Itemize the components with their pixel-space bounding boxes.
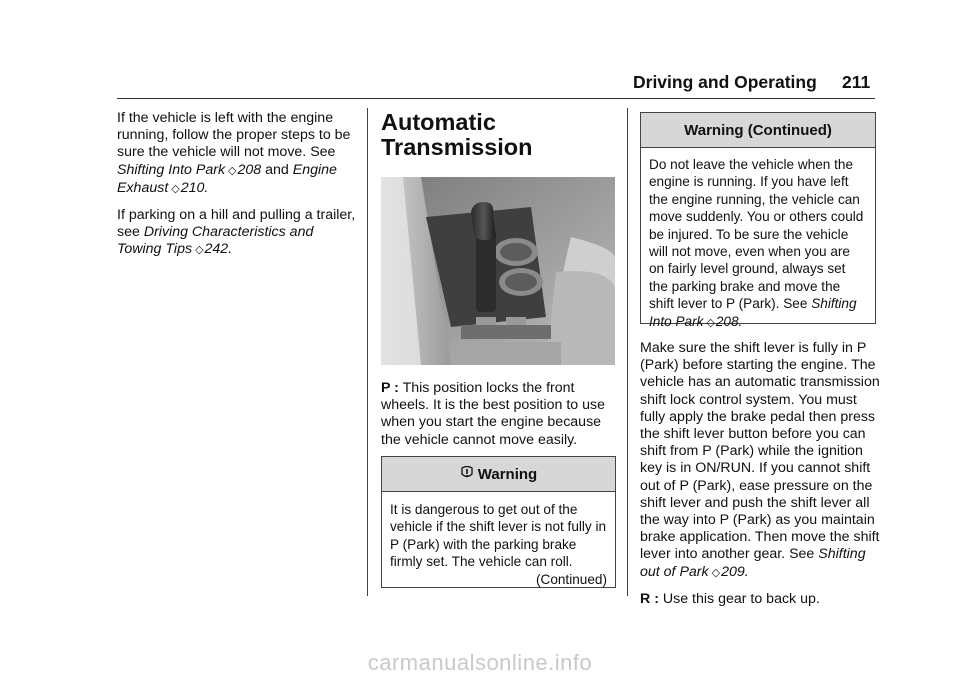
warning-continued-body: Do not leave the vehicle when the engine is running. If you have left the engine running, the vehicle can move suddenly. You or others could be injured. To be sure the vehicle will not move, even when you are on fairly level ground, always set the parking brake and move the shift lever to P (Park). See Shifting Into Park ◇208. bbox=[649, 157, 864, 329]
xref-link[interactable]: Shifting Into Park bbox=[649, 296, 857, 329]
watermark: carmanualsonline.info bbox=[367, 650, 593, 675]
section-heading: Automatic Transmission bbox=[381, 109, 533, 160]
warning-body: It is dangerous to get out of the vehicle if the shift lever is not fully in P (Park) with the parking brake firmly set. The vehicle can roll. (Continued) bbox=[390, 502, 607, 587]
xref-link[interactable]: Engine Exhaust bbox=[117, 161, 337, 196]
shift-lever-photo bbox=[381, 177, 615, 365]
xref-link[interactable]: Driving Characteristics and Towing Tips bbox=[117, 224, 314, 258]
header-divider bbox=[117, 98, 875, 99]
gear-label-r: R : bbox=[640, 590, 659, 607]
paragraph-shift-lock: Make sure the shift lever is fully in P (Park) before starting the engine. The vehicle has an automatic transmission shift lock control system. You must fully apply the brake pedal then press the shift lever button before you can shift from P (Park) while the ignition key is in ON/RUN. If you cannot shift out of P (Park), ease pressure on the shift lever and push the shift lever all the way into P (Park) as you maintain brake application. Then move the shift lever into another gear. See Shifting out of Park ◇209. bbox=[640, 340, 880, 580]
column-divider-left bbox=[367, 108, 368, 596]
warning-header: Warning bbox=[382, 457, 615, 492]
warning-continued-box bbox=[640, 112, 876, 329]
paragraph-parked-running: If the vehicle is left with the engine running, follow the proper steps to be sure the vehicle will not move. See Shifting Into Park ◇208 and Engine Exhaust ◇210. bbox=[117, 110, 351, 196]
paragraph-hill-trailer: If parking on a hill and pulling a trailer, see Driving Characteristics and Towing Tips ◇242. bbox=[117, 207, 356, 258]
running-header-title: Driving and Operating bbox=[633, 72, 817, 92]
reverse-description: R : Use this gear to back up. bbox=[640, 590, 820, 607]
warning-box bbox=[381, 456, 616, 588]
page-ref-icon: ◇ bbox=[228, 164, 237, 177]
xref-link[interactable]: Shifting Into Park bbox=[117, 161, 226, 178]
park-description: P : This position locks the front wheels. It is the best position to use when you start the engine because the vehicle cannot move easily. bbox=[381, 380, 605, 448]
continued-label: (Continued) bbox=[535, 571, 607, 587]
page-ref-icon: ◇ bbox=[171, 182, 180, 195]
left-column bbox=[117, 110, 357, 269]
warning-icon bbox=[460, 466, 474, 482]
right-column-text bbox=[640, 340, 880, 617]
page-number: 211 bbox=[842, 72, 871, 92]
warning-continued-header: Warning (Continued) bbox=[641, 113, 875, 148]
gear-label-p: P : bbox=[381, 380, 399, 396]
xref-link[interactable]: Shifting out of Park bbox=[640, 546, 866, 580]
page-ref-icon: ◇ bbox=[711, 566, 721, 579]
column-divider-right bbox=[627, 108, 628, 596]
page-ref-icon: ◇ bbox=[706, 316, 715, 329]
page-ref-icon: ◇ bbox=[195, 244, 204, 257]
